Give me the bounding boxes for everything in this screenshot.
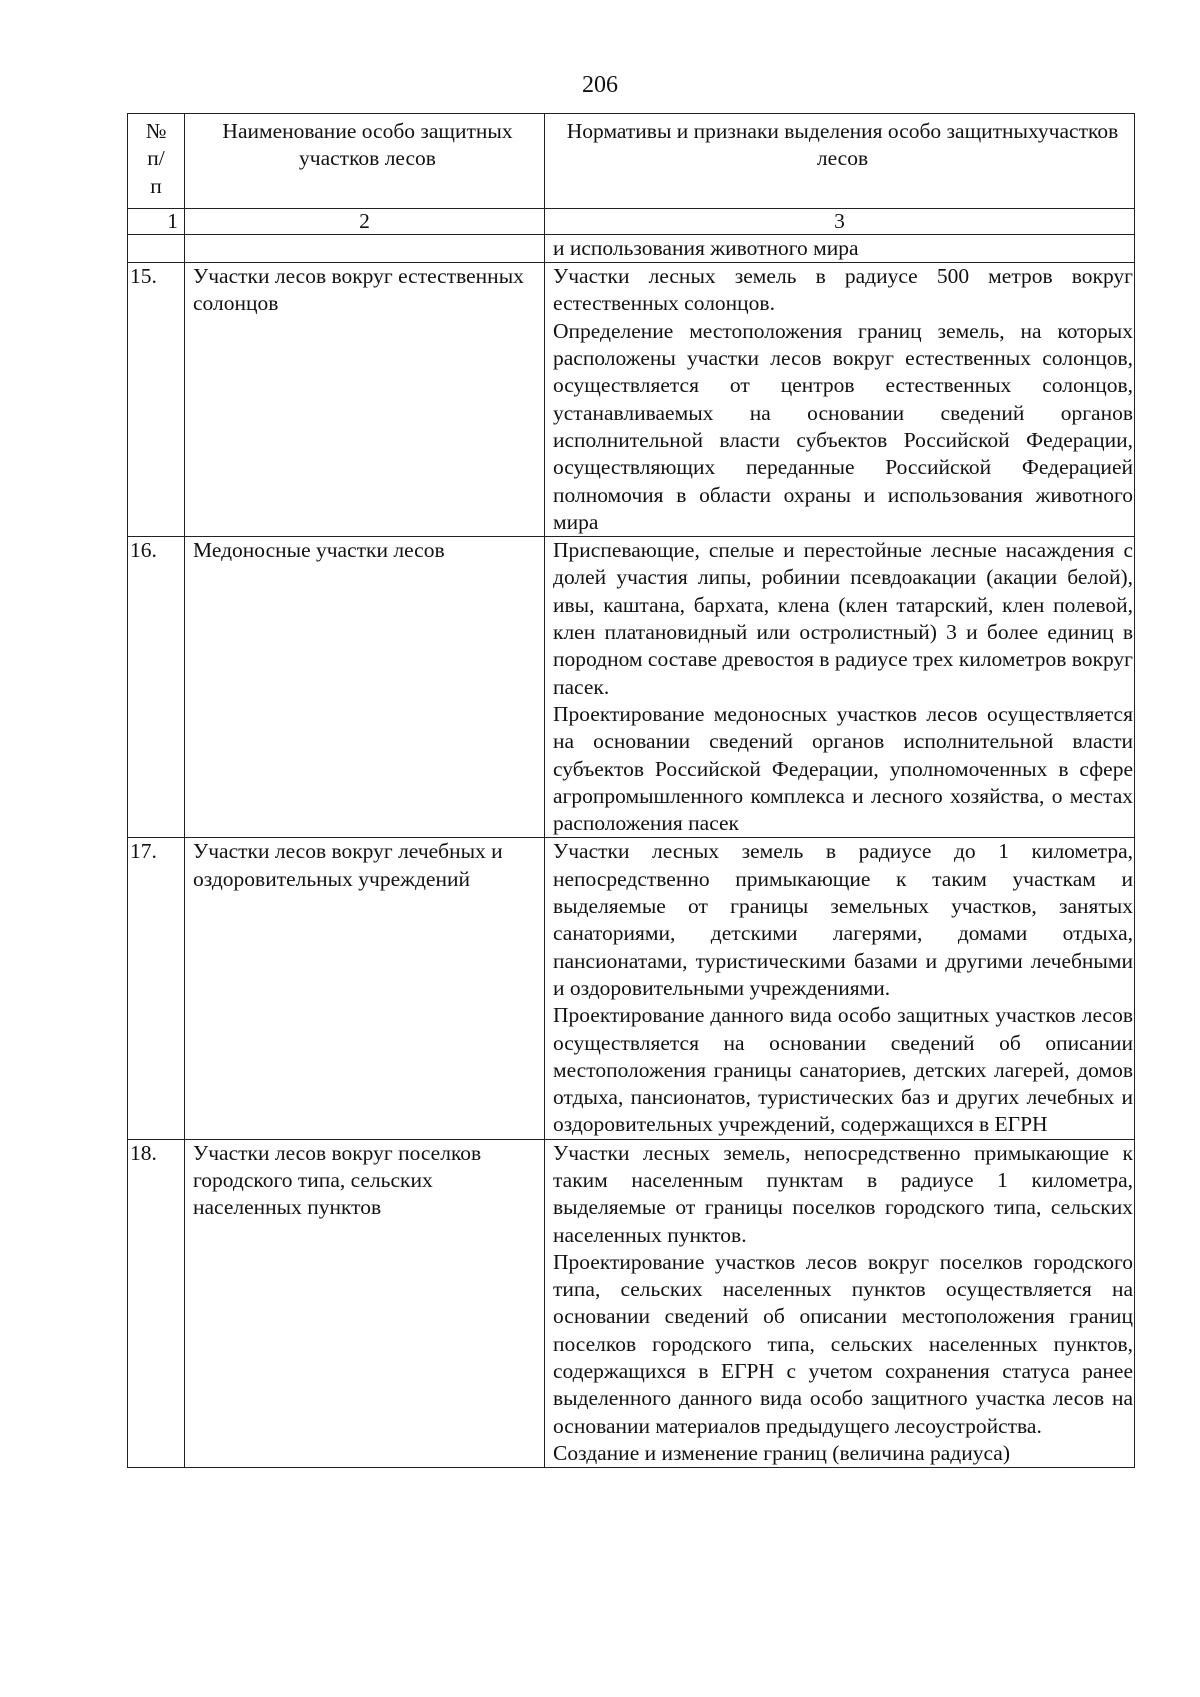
row-number: 17. bbox=[128, 838, 185, 1139]
header-number bbox=[128, 114, 185, 209]
continuation-row bbox=[128, 234, 1135, 262]
forest-areas-table bbox=[127, 113, 1135, 1468]
row-name: Участки лесов вокруг естественных солонцов bbox=[185, 263, 545, 537]
row-norms bbox=[545, 263, 1135, 537]
header-number-line-1: № bbox=[145, 119, 167, 143]
row-number: 18. bbox=[128, 1139, 185, 1468]
column-index-2: 2 bbox=[185, 208, 545, 234]
row-paragraph: Проектирование медоносных участков лесов осуществляется на основании сведений органов исполнительной власти субъектов Российской Федерации, уполномоченных в сфере агропромышленного комплекса и лесного хозяйства, о местах расположения пасек bbox=[553, 701, 1133, 836]
row-paragraph: Участки лесных земель в радиусе 500 метров вокруг естественных солонцов. bbox=[553, 264, 1133, 316]
table-row bbox=[128, 1139, 1135, 1468]
continuation-num-cell bbox=[128, 234, 185, 262]
page-number: 206 bbox=[582, 72, 618, 98]
column-index-3: 3 bbox=[545, 208, 1135, 234]
header-number-line-2: п/ bbox=[147, 146, 165, 171]
row-name: Участки лесов вокруг лечебных и оздоровительных учреждений bbox=[185, 838, 545, 1139]
row-name: Участки лесов вокруг поселков городского типа, сельских населенных пунктов bbox=[185, 1139, 545, 1468]
row-norms bbox=[545, 838, 1135, 1139]
row-paragraph: Проектирование данного вида особо защитных участков лесов осуществляется на основании сведений об описании местоположения границы санаториев, детских лагерей, домов отдыха, пансионатов, туристических баз и других лечебных и оздоровительных учреждений, содержащихся в ЕГРН bbox=[553, 1003, 1133, 1137]
row-paragraph: Определение местоположения границ земель, на которых расположены участки лесов вокруг естественных солонцов, осуществляется от центров естественных солонцов, устанавливаемых на основании сведений органов исполнительной власти субъектов Российской Федерации, осуществляющих переданные Российской Федерацией полномочия в области охраны и использования животного мира bbox=[553, 318, 1133, 534]
header-norms-text: Нормативы и признаки выделения особо защитныхучастков лесов bbox=[566, 119, 1119, 171]
table-header-row bbox=[128, 114, 1135, 209]
row-norms bbox=[545, 537, 1135, 838]
row-paragraph: Проектирование участков лесов вокруг поселков городского типа, сельских населенных пунктов осуществляется на основании сведений об описании местоположения границ поселков городского типа, сельских населенных пунктов, содержащихся в ЕГРН с учетом сохранения статуса ранее выделенного данного вида особо защитного участка лесов на основании материалов предыдущего лесоустройства. bbox=[553, 1249, 1133, 1438]
table-row bbox=[128, 838, 1135, 1139]
row-paragraph: Участки лесных земель в радиусе до 1 километра, непосредственно примыкающие к таким участкам и выделяемые от границы земельных участков, занятых санаториями, детскими лагерями, домами отдыха, пансионатами, туристическими базами и другими лечебными и оздоровительными учреждениями. bbox=[553, 839, 1133, 1000]
continuation-name-cell bbox=[185, 234, 545, 262]
row-paragraph: Создание и изменение границ (величина радиуса) bbox=[553, 1440, 1011, 1465]
header-norms bbox=[545, 114, 1135, 209]
column-index-row bbox=[128, 208, 1135, 234]
row-paragraph: Приспевающие, спелые и перестойные лесные насаждения с долей участия липы, робинии псевдоакации (акации белой), ивы, каштана, бархата, клена (клен татарский, клен полевой, клен платановидный или остролистный) 3 и более единиц в породном составе древостоя в радиусе трех километров вокруг пасек. bbox=[553, 538, 1133, 699]
continuation-text: и использования животного мира bbox=[545, 234, 1135, 262]
row-paragraph: Участки лесных земель, непосредственно примыкающие к таким населенным пунктам в радиусе 1 километра, выделяемые от границы поселков городского типа, сельских населенных пунктов. bbox=[553, 1140, 1133, 1247]
row-number: 15. bbox=[128, 263, 185, 537]
table-row bbox=[128, 537, 1135, 838]
row-number: 16. bbox=[128, 537, 185, 838]
header-name-text: Наименование особо защитных участков лесов bbox=[222, 119, 513, 171]
table-row bbox=[128, 263, 1135, 537]
header-number-line-3: п bbox=[150, 173, 162, 198]
header-name bbox=[185, 114, 545, 209]
row-norms bbox=[545, 1139, 1135, 1468]
row-name: Медоносные участки лесов bbox=[185, 537, 545, 838]
column-index-1: 1 bbox=[128, 208, 185, 234]
